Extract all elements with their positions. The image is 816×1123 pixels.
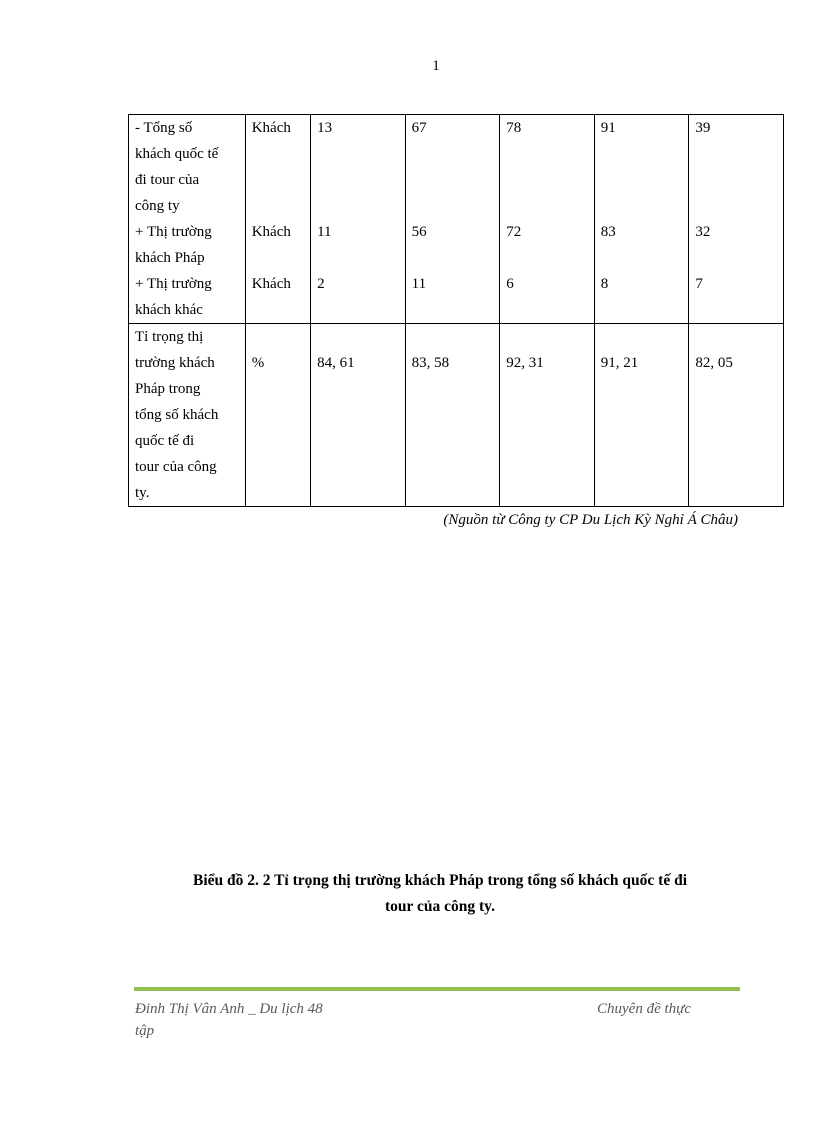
row-label-line: tổng số khách (135, 407, 219, 423)
statistics-table (128, 114, 784, 507)
row-labels-cell (129, 115, 246, 324)
value-cell (311, 324, 406, 507)
cell-value: 32 (695, 224, 711, 240)
table-row-french-share (129, 324, 784, 507)
cell-value: 91, 21 (600, 355, 639, 371)
value-cell (405, 324, 500, 507)
unit-cell (245, 324, 310, 507)
footer-author-line: tập (135, 1023, 155, 1039)
value-cell (405, 115, 500, 324)
footer-divider (134, 987, 740, 991)
value-cell (500, 115, 595, 324)
cell-value: 39 (695, 120, 711, 136)
cell-value: 7 (695, 276, 703, 292)
source-note: (Nguồn từ Công ty CP Du Lịch Kỳ Nghỉ Á Châu) (443, 512, 738, 528)
value-cell (311, 115, 406, 324)
cell-value: 8 (600, 276, 609, 292)
table-row-guest-counts (129, 115, 784, 324)
value-cell (594, 324, 689, 507)
row-label-line: khách quốc tế (135, 146, 219, 162)
cell-value: 67 (411, 120, 427, 136)
unit-value: Khách (251, 224, 291, 240)
row-label-line: tour của công (135, 459, 217, 475)
row-label-line: trường khách (135, 355, 215, 371)
cell-value: 56 (411, 224, 427, 240)
cell-value: 92, 31 (506, 355, 544, 371)
unit-value: Khách (251, 276, 291, 292)
value-cell (594, 115, 689, 324)
row-labels-cell (129, 324, 246, 507)
row-label-line: ty. (135, 485, 150, 501)
row-label-line: Pháp trong (135, 381, 201, 397)
unit-cell (245, 115, 310, 324)
value-cell (500, 324, 595, 507)
cell-value: 6 (506, 276, 514, 292)
figure-caption (140, 868, 740, 920)
footer-doc-type: Chuyên đề thực (597, 1001, 691, 1017)
cell-value: 82, 05 (695, 355, 733, 371)
cell-value: 11 (411, 276, 427, 292)
row-label-line: + Thị trường (135, 276, 212, 292)
value-cell (689, 324, 784, 507)
cell-value: 91 (600, 120, 616, 136)
cell-value: 72 (506, 224, 522, 240)
page-number: 1 (432, 58, 440, 74)
row-label-line: khách khác (135, 302, 203, 318)
unit-value: % (251, 355, 265, 371)
unit-value: Khách (251, 120, 291, 136)
footer-author-line: Đinh Thị Vân Anh _ Du lịch 48 (135, 1001, 323, 1017)
cell-value: 13 (317, 120, 333, 136)
footer-author (135, 998, 395, 1042)
row-label-line: - Tổng số (135, 120, 193, 136)
cell-value: 84, 61 (317, 355, 355, 371)
cell-value: 83, 58 (411, 355, 450, 371)
cell-value: 11 (317, 224, 332, 240)
cell-value: 83 (600, 224, 616, 240)
row-label-line: Tỉ trọng thị (135, 329, 204, 345)
row-label-line: + Thị trường (135, 224, 212, 240)
row-label-line: đi tour của (135, 172, 200, 188)
value-cell (689, 115, 784, 324)
row-label-line: quốc tế đi (135, 433, 195, 449)
caption-line: Biểu đồ 2. 2 Tỉ trọng thị trường khách Pháp trong tổng số khách quốc tế đi (192, 872, 688, 889)
caption-line: tour của công ty. (385, 898, 495, 915)
row-label-line: công ty (135, 198, 180, 214)
cell-value: 78 (506, 120, 522, 136)
cell-value: 2 (317, 276, 325, 292)
row-label-line: khách Pháp (135, 250, 205, 266)
